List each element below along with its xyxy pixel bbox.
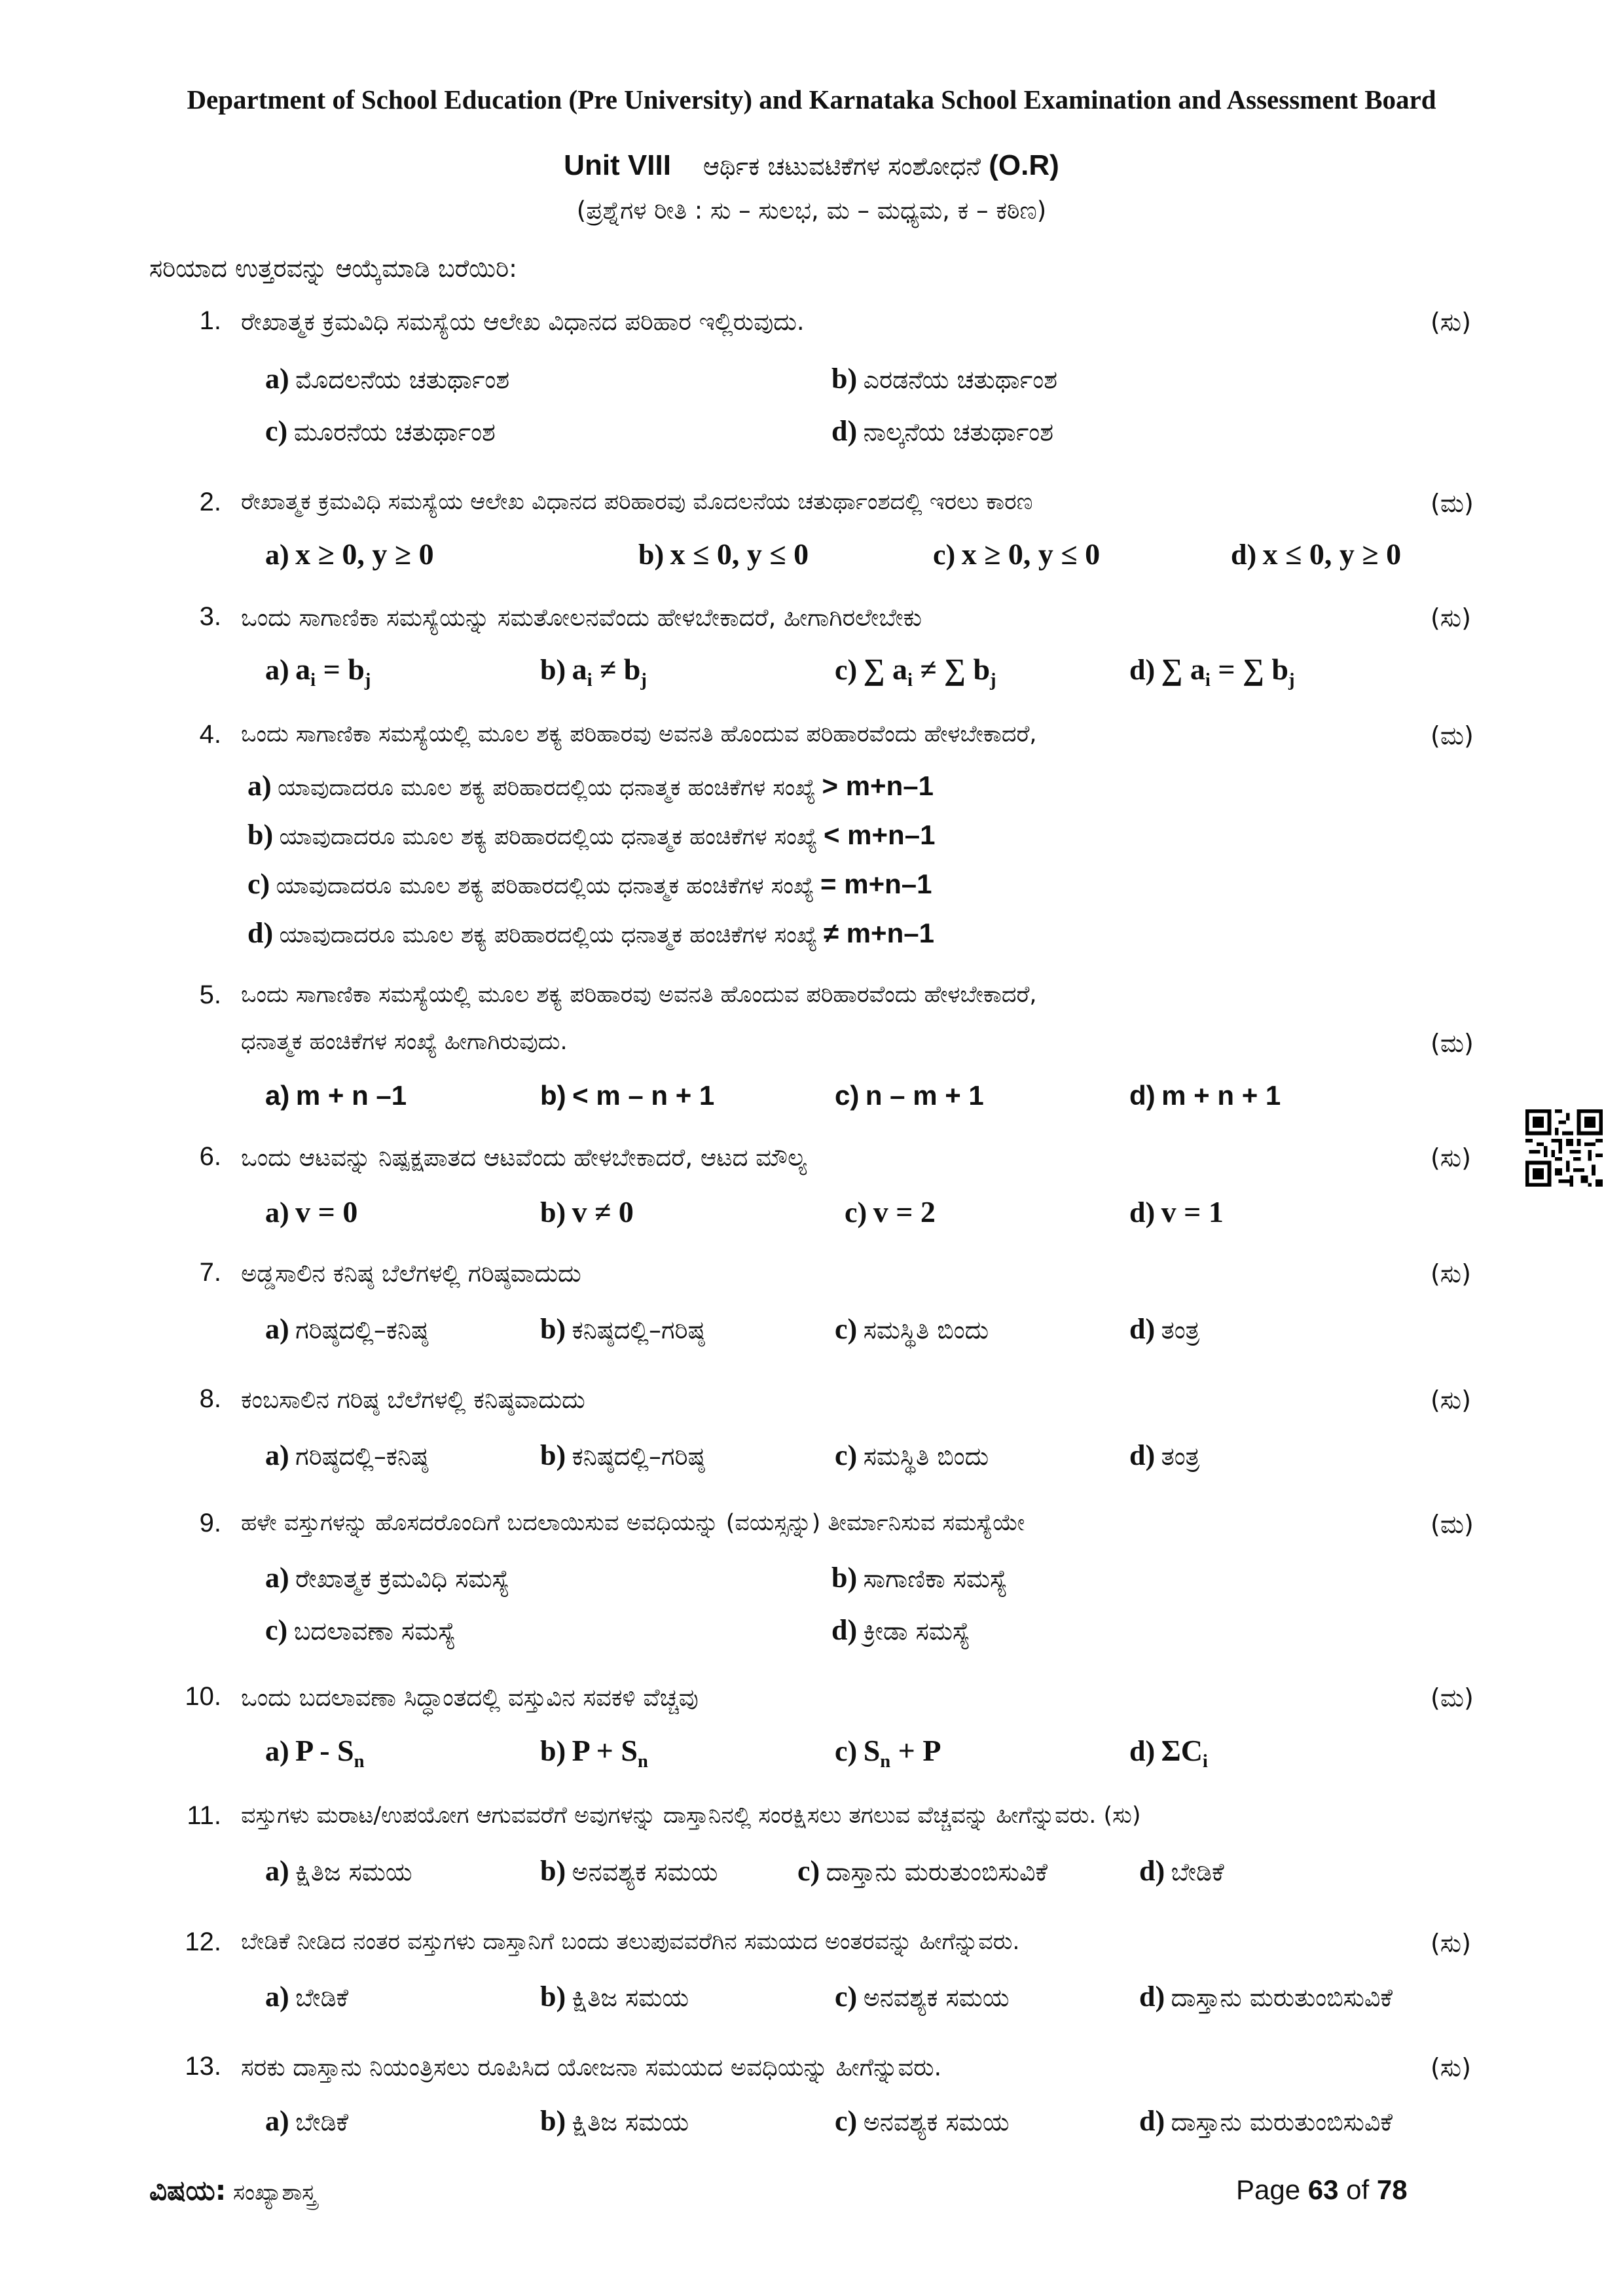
option-b (831, 1561, 1008, 1594)
option-text: ಅನವಶ್ಯಕ ಸಮಯ (863, 2108, 1010, 2136)
page-total: 78 (1376, 2174, 1408, 2205)
option-d (1129, 1080, 1281, 1111)
option-text: v = 1 (1161, 1195, 1224, 1229)
option-text: ∑ a (1161, 653, 1205, 686)
option-label: b) (540, 1735, 566, 1767)
option-text: P - S (295, 1734, 354, 1767)
question-number: 4. (199, 720, 221, 749)
option-label: b) (540, 654, 566, 686)
option-d (1139, 2104, 1393, 2138)
option-label: c) (265, 415, 288, 447)
option-label: d) (1129, 654, 1156, 686)
option-text: ದಾಸ್ತಾನು ಮರುತುಂಬಿಸುವಿಕೆ (826, 1857, 1048, 1886)
option-text: ರೇಖಾತ್ಮಕ ಕ್ರಮವಿಧಿ ಸಮಸ್ಯೆ (295, 1564, 510, 1593)
subscript: i (587, 670, 593, 691)
question-number: 5. (199, 980, 221, 1009)
question-number: 2. (199, 488, 221, 516)
option-c (835, 652, 996, 691)
option-text: ∑ a (863, 653, 907, 686)
subscript: i (310, 670, 316, 691)
page-prefix: Page (1236, 2174, 1308, 2205)
option-a (265, 537, 434, 571)
unit-label: Unit VIII (564, 149, 671, 181)
question-number: 12. (185, 1928, 221, 1956)
option-b (540, 1312, 704, 1346)
option-label: b) (247, 819, 274, 851)
option-text: ಮೂರನೆಯ ಚತುರ್ಥಾಂಶ (293, 418, 496, 446)
option-label: b) (540, 1313, 566, 1345)
option-label: b) (540, 1855, 566, 1887)
option-text-rest: + P (890, 1734, 941, 1767)
option-d (1129, 1312, 1199, 1346)
option-label: c) (835, 654, 858, 686)
option-text: ಗರಿಷ್ಠದಲ್ಲಿ–ಕನಿಷ್ಠ (295, 1442, 428, 1471)
option-text: < m – n + 1 (572, 1080, 715, 1111)
option-text: ತಂತ್ರ (1161, 1442, 1200, 1471)
option-text: ಕ್ರೀಡಾ ಸಮಸ್ಯೆ (863, 1617, 970, 1645)
option-label: c) (835, 1080, 860, 1111)
option-text-rest: ≠ b (592, 653, 641, 686)
option-text: ಸಾಗಾಣಿಕಾ ಸಮಸ್ಯೆ (863, 1564, 1008, 1593)
option-text: a (572, 653, 587, 686)
option-a (265, 362, 509, 395)
subscript: i (1202, 1751, 1208, 1772)
difficulty-tag: (ಸು) (1431, 1386, 1471, 1414)
question-text: ರೇಖಾತ್ಮಕ ಕ್ರಮವಿಧಿ ಸಮಸ್ಯೆಯ ಆಲೇಖ ವಿಧಾನದ ಪರಿಹಾರ ಇಲ್ಲಿರುವುದು. (241, 308, 805, 336)
option-text: ಕ್ಷಿತಿಜ ಸಮಯ (572, 2108, 689, 2136)
option-label: c) (835, 1313, 858, 1345)
option-text: ಸಮಸ್ಥಿತಿ ಬಿಂದು (863, 1316, 989, 1344)
option-text: ಬೇಡಿಕೆ (295, 1983, 349, 2012)
option-label: d) (247, 917, 274, 949)
option-math: > m+n–1 (822, 770, 934, 801)
question-number: 8. (199, 1384, 221, 1413)
option-b (247, 818, 935, 852)
option-label: c) (933, 539, 956, 571)
option-label: b) (540, 1196, 566, 1229)
option-text: ಅನವಶ್ಯಕ ಸಮಯ (572, 1857, 718, 1886)
option-label: d) (831, 1614, 858, 1646)
option-c (835, 1312, 989, 1346)
option-math: = m+n–1 (820, 869, 932, 899)
option-text: ಕನಿಷ್ಠದಲ್ಲಿ–ಗರಿಷ್ಠ (572, 1316, 705, 1344)
option-a (265, 1561, 510, 1594)
option-label: b) (540, 1981, 566, 2013)
subscript: j (990, 670, 996, 691)
unit-title (0, 149, 1623, 182)
subject-label: ವಿಷಯ: (149, 2174, 227, 2206)
option-a (265, 1980, 348, 2013)
option-a (265, 1733, 364, 1772)
difficulty-tag: (ಮ) (1431, 721, 1474, 750)
option-label: a) (265, 1981, 289, 2013)
option-c (247, 867, 932, 901)
option-text: ಎರಡನೆಯ ಚತುರ್ಥಾಂಶ (863, 365, 1058, 394)
question-text: ಒಂದು ಸಾಗಾಣಿಕಾ ಸಮಸ್ಯೆಯಲ್ಲಿ ಮೂಲ ಶಕ್ಯ ಪರಿಹಾರವು ಅವನತಿ ಹೊಂದುವ ಪರಿಹಾರವೆಂದು ಹೇಳಬೇಕಾದರೆ, (241, 721, 1037, 747)
option-d (1139, 1854, 1224, 1888)
option-text: x ≥ 0, y ≥ 0 (295, 537, 434, 571)
option-text: ಸಮಸ್ಥಿತಿ ಬಿಂದು (863, 1442, 989, 1471)
option-text: x ≤ 0, y ≤ 0 (670, 537, 809, 571)
option-label: d) (1129, 1313, 1156, 1345)
option-text: v ≠ 0 (572, 1195, 634, 1229)
option-a (265, 1312, 428, 1346)
option-text: m + n + 1 (1161, 1080, 1281, 1111)
option-label: a) (265, 1562, 289, 1594)
question-text-continued: ಧನಾತ್ಮಕ ಹಂಚಿಕೆಗಳ ಸಂಖ್ಯೆ ಹೀಗಾಗಿರುವುದು. (241, 1029, 568, 1055)
option-d (1129, 1194, 1224, 1229)
option-text: ಬೇಡಿಕೆ (295, 2108, 349, 2136)
option-label: d) (1129, 1196, 1156, 1229)
unit-topic: ಆರ್ಥಿಕ ಚಟುವಟಿಕೆಗಳ ಸಂಶೋಧನೆ (702, 152, 981, 181)
option-c (835, 2104, 1010, 2138)
difficulty-tag: (ಮ) (1431, 1683, 1474, 1712)
difficulty-tag: (ಸು) (1431, 1259, 1471, 1288)
page-current: 63 (1307, 2174, 1339, 2205)
difficulty-tag: (ಸು) (1431, 2053, 1471, 2082)
question-text: ಒಂದು ಬದಲಾವಣಾ ಸಿದ್ಧಾಂತದಲ್ಲಿ ವಸ್ತುವಿನ ಸವಕಳಿ ವೆಚ್ಚವು (241, 1683, 699, 1712)
option-c (835, 1080, 984, 1111)
option-a (265, 1080, 407, 1111)
option-label: d) (1139, 1981, 1165, 2013)
option-d (831, 1613, 970, 1647)
difficulty-tag: (ಸು) (1431, 1143, 1471, 1172)
difficulty-tag: (ಸು) (1431, 308, 1471, 336)
option-label: a) (265, 1855, 289, 1887)
option-c (835, 1439, 989, 1472)
option-d (1139, 1980, 1393, 2013)
option-text: ದಾಸ್ತಾನು ಮರುತುಂಬಿಸುವಿಕೆ (1171, 1983, 1393, 2012)
question-text: ಒಂದು ಸಾಗಾಣಿಕಾ ಸಮಸ್ಯೆಯನ್ನು ಸಮತೋಲನವೆಂದು ಹೇಳಬೇಕಾದರೆ, ಹೀಗಾಗಿರಲೇಬೇಕು (241, 603, 922, 632)
option-text: S (863, 1734, 881, 1767)
option-label: d) (831, 415, 858, 447)
option-text: m + n –1 (295, 1080, 407, 1111)
option-text: ಬದಲಾವಣಾ ಸಮಸ್ಯೆ (293, 1617, 456, 1645)
option-label: a) (265, 1080, 290, 1111)
question-text: ಒಂದು ಆಟವನ್ನು ನಿಷ್ಪಕ್ಷಪಾತದ ಆಟವೆಂದು ಹೇಳಬೇಕಾದರೆ, ಆಟದ ಮೌಲ್ಯ (241, 1143, 807, 1172)
option-a (265, 652, 371, 691)
option-text: x ≤ 0, y ≥ 0 (1262, 537, 1402, 571)
option-text: ಮೊದಲನೆಯ ಚತುರ್ಥಾಂಶ (295, 365, 510, 394)
option-c (835, 1733, 941, 1772)
question-text: ಕಂಬಸಾಲಿನ ಗರಿಷ್ಠ ಬೆಲೆಗಳಲ್ಲಿ ಕನಿಷ್ಠವಾದುದು (241, 1386, 585, 1414)
qr-code-icon (1525, 1109, 1603, 1187)
difficulty-tag: (ಸು) (1431, 603, 1471, 632)
option-text: ಯಾವುದಾದರೂ ಮೂಲ ಶಕ್ಯ ಪರಿಹಾರದಲ್ಲಿಯ ಧನಾತ್ಮಕ ಹಂಚಿಕೆಗಳ ಸಂಖ್ಯೆ (278, 775, 816, 801)
option-text: x ≥ 0, y ≤ 0 (961, 537, 1101, 571)
option-text: a (295, 653, 311, 686)
question-number: 9. (199, 1509, 221, 1537)
option-label: c) (835, 2105, 858, 2137)
option-text: ಕ್ಷಿತಿಜ ಸಮಯ (572, 1983, 689, 2012)
option-label: a) (265, 1439, 289, 1471)
option-text: ಗರಿಷ್ಠದಲ್ಲಿ–ಕನಿಷ್ಠ (295, 1316, 428, 1344)
option-text: v = 0 (295, 1195, 358, 1229)
option-b (540, 1439, 704, 1472)
subscript: n (637, 1751, 648, 1772)
option-text: n – m + 1 (865, 1080, 984, 1111)
option-label: a) (265, 1313, 289, 1345)
instruction: ಸರಿಯಾದ ಉತ್ತರವನ್ನು ಆಯ್ಕೆಮಾಡಿ ಬರೆಯಿರಿ: (149, 254, 517, 283)
option-a (265, 1439, 428, 1472)
subscript: i (907, 670, 913, 691)
option-label: a) (265, 2105, 289, 2137)
option-label: d) (1231, 539, 1257, 571)
option-text: ΣC (1161, 1734, 1203, 1767)
subject-name: ಸಂಖ್ಯಾಶಾಸ್ತ್ರ (232, 2179, 317, 2206)
option-label: a) (265, 539, 289, 571)
option-label: c) (845, 1196, 867, 1229)
option-label: b) (540, 2105, 566, 2137)
option-label: a) (265, 654, 289, 686)
option-d (1231, 537, 1401, 571)
option-label: d) (1129, 1080, 1156, 1111)
option-c (265, 414, 496, 448)
subscript: j (1288, 670, 1295, 691)
option-b (540, 2104, 689, 2138)
question-number: 10. (185, 1682, 221, 1711)
option-b (540, 1980, 689, 2013)
option-label: c) (835, 1439, 858, 1471)
option-b (540, 1080, 714, 1111)
option-d (1129, 1439, 1199, 1472)
unit-code: (O.R) (989, 149, 1059, 181)
question-number: 7. (199, 1258, 221, 1287)
option-label: d) (1129, 1735, 1156, 1767)
option-text-rest: ≠ ∑ b (912, 653, 991, 686)
option-a (265, 1854, 412, 1888)
subscript: i (1205, 670, 1211, 691)
option-text: ಯಾವುದಾದರೂ ಮೂಲ ಶಕ್ಯ ಪರಿಹಾರದಲ್ಲಿಯ ಧನಾತ್ಮಕ ಹಂಚಿಕೆಗಳ ಸಂಖ್ಯೆ (276, 873, 814, 899)
option-text-rest: = ∑ b (1210, 653, 1288, 686)
option-c (845, 1194, 936, 1229)
page-of: of (1338, 2174, 1377, 2205)
option-label: b) (540, 1080, 566, 1111)
option-label: a) (265, 1196, 289, 1229)
subscript: n (880, 1751, 891, 1772)
difficulty-tag: (ಮ) (1431, 1510, 1474, 1539)
question-text: ಬೇಡಿಕೆ ನೀಡಿದ ನಂತರ ವಸ್ತುಗಳು ದಾಸ್ತಾನಿಗೆ ಬಂದು ತಲುಪುವವರೆಗಿನ ಸಮಯದ ಅಂತರವನ್ನು ಹೀಗೆನ್ನುವರು. (241, 1929, 1020, 1955)
question-number: 13. (185, 2052, 221, 2081)
option-d (1129, 652, 1294, 691)
option-text: ತಂತ್ರ (1161, 1316, 1200, 1344)
option-b (540, 1733, 648, 1772)
option-b (831, 362, 1057, 395)
option-text: v = 2 (873, 1195, 936, 1229)
difficulty-tag: (ಸು) (1431, 1929, 1471, 1958)
question-number: 3. (199, 602, 221, 631)
option-text: ದಾಸ್ತಾನು ಮರುತುಂಬಿಸುವಿಕೆ (1171, 2108, 1393, 2136)
option-a (247, 769, 934, 802)
question-number: 6. (199, 1142, 221, 1171)
option-c (265, 1613, 456, 1647)
option-text-rest: = b (316, 653, 365, 686)
question-text: ಅಡ್ಡಸಾಲಿನ ಕನಿಷ್ಠ ಬೆಲೆಗಳಲ್ಲಿ ಗರಿಷ್ಠವಾದುದು (241, 1259, 581, 1287)
footer-subject (149, 2174, 316, 2207)
difficulty-legend: (ಪ್ರಶ್ನೆಗಳ ರೀತಿ : ಸು – ಸುಲಭ, ಮ – ಮಧ್ಯಮ, ಕ – ಕಠಿಣ) (576, 196, 1047, 224)
question-text: ಹಳೇ ವಸ್ತುಗಳನ್ನು ಹೊಸದರೊಂದಿಗೆ ಬದಲಾಯಿಸುವ ಅವಧಿಯನ್ನು (ವಯಸ್ಸನ್ನು) ತೀರ್ಮಾನಿಸುವ ಸಮಸ್ಯೆಯೇ (241, 1510, 1025, 1536)
option-d (1129, 1733, 1208, 1772)
option-label: a) (265, 363, 289, 395)
subscript: j (364, 670, 371, 691)
option-d (247, 916, 934, 950)
option-label: a) (265, 1735, 289, 1767)
option-text: ಯಾವುದಾದರೂ ಮೂಲ ಶಕ್ಯ ಪರಿಹಾರದಲ್ಲಿಯ ಧನಾತ್ಮಕ ಹಂಚಿಕೆಗಳ ಸಂಖ್ಯೆ (279, 824, 818, 850)
option-c (835, 1980, 1010, 2013)
option-label: d) (1139, 2105, 1165, 2137)
option-text: ಯಾವುದಾದರೂ ಮೂಲ ಶಕ್ಯ ಪರಿಹಾರದಲ್ಲಿಯ ಧನಾತ್ಮಕ ಹಂಚಿಕೆಗಳ ಸಂಖ್ಯೆ (279, 922, 818, 948)
option-label: b) (831, 1562, 858, 1594)
option-label: b) (540, 1439, 566, 1471)
option-label: a) (247, 770, 272, 802)
option-label: c) (247, 868, 270, 900)
option-label: c) (835, 1735, 858, 1767)
question-number: 11. (187, 1801, 221, 1830)
option-text: ಕನಿಷ್ಠದಲ್ಲಿ–ಗರಿಷ್ಠ (572, 1442, 705, 1471)
option-math: ≠ m+n–1 (823, 918, 934, 948)
difficulty-tag: (ಮ) (1431, 489, 1474, 518)
option-text: P + S (572, 1734, 638, 1767)
option-label: b) (831, 363, 858, 395)
option-label: c) (797, 1855, 820, 1887)
question-text: ವಸ್ತುಗಳು ಮರಾಟ/ಉಪಯೋಗ ಆಗುವವರೆಗೆ ಅವುಗಳನ್ನು ದಾಸ್ತಾನಿನಲ್ಲಿ ಸಂರಕ್ಷಿಸಲು ತಗಲುವ ವೆಚ್ಚವನ್ನು ಹೀಗೆನ್ನುವರು. (ಸು) (241, 1803, 1141, 1829)
option-label: d) (1139, 1855, 1165, 1887)
board-header: Department of School Education (Pre University) and Karnataka School Examination and Assessment Board (187, 84, 1436, 115)
question-text: ಸರಕು ದಾಸ್ತಾನು ನಿಯಂತ್ರಿಸಲು ರೂಪಿಸಿದ ಯೋಜನಾ ಸಮಯದ ಅವಧಿಯನ್ನು ಹೀಗೆನ್ನುವರು. (241, 2053, 942, 2081)
option-d (831, 414, 1053, 448)
difficulty-tag: (ಮ) (1431, 1029, 1474, 1058)
option-label: c) (265, 1614, 288, 1646)
option-text: ಬೇಡಿಕೆ (1171, 1857, 1224, 1886)
subscript: n (354, 1751, 365, 1772)
option-text: ಕ್ಷಿತಿಜ ಸಮಯ (295, 1857, 412, 1886)
question-text: ರೇಖಾತ್ಮಕ ಕ್ರಮವಿಧಿ ಸಮಸ್ಯೆಯ ಆಲೇಖ ವಿಧಾನದ ಪರಿಹಾರವು ಮೊದಲನೆಯ ಚತುರ್ಥಾಂಶದಲ್ಲಿ ಇರಲು ಕಾರಣ (241, 489, 1033, 515)
page-number (1236, 2174, 1408, 2206)
option-a (265, 2104, 348, 2138)
option-c (933, 537, 1100, 571)
option-b (540, 1194, 634, 1229)
subscript: j (640, 670, 647, 691)
option-a (265, 1194, 357, 1229)
question-number: 1. (199, 306, 221, 335)
option-label: d) (1129, 1439, 1156, 1471)
option-label: c) (835, 1981, 858, 2013)
question-text: ಒಂದು ಸಾಗಾಣಿಕಾ ಸಮಸ್ಯೆಯಲ್ಲಿ ಮೂಲ ಶಕ್ಯ ಪರಿಹಾರವು ಅವನತಿ ಹೊಂದುವ ಪರಿಹಾರವೆಂದು ಹೇಳಬೇಕಾದರೆ, (241, 982, 1037, 1008)
option-c (797, 1854, 1048, 1888)
option-text: ಅನವಶ್ಯಕ ಸಮಯ (863, 1983, 1010, 2012)
option-b (638, 537, 809, 571)
option-b (540, 1854, 718, 1888)
option-text: ನಾಲ್ಕನೆಯ ಚತುರ್ಥಾಂಶ (863, 418, 1054, 446)
option-math: < m+n–1 (823, 819, 936, 850)
option-label: b) (638, 539, 665, 571)
option-b (540, 652, 647, 691)
